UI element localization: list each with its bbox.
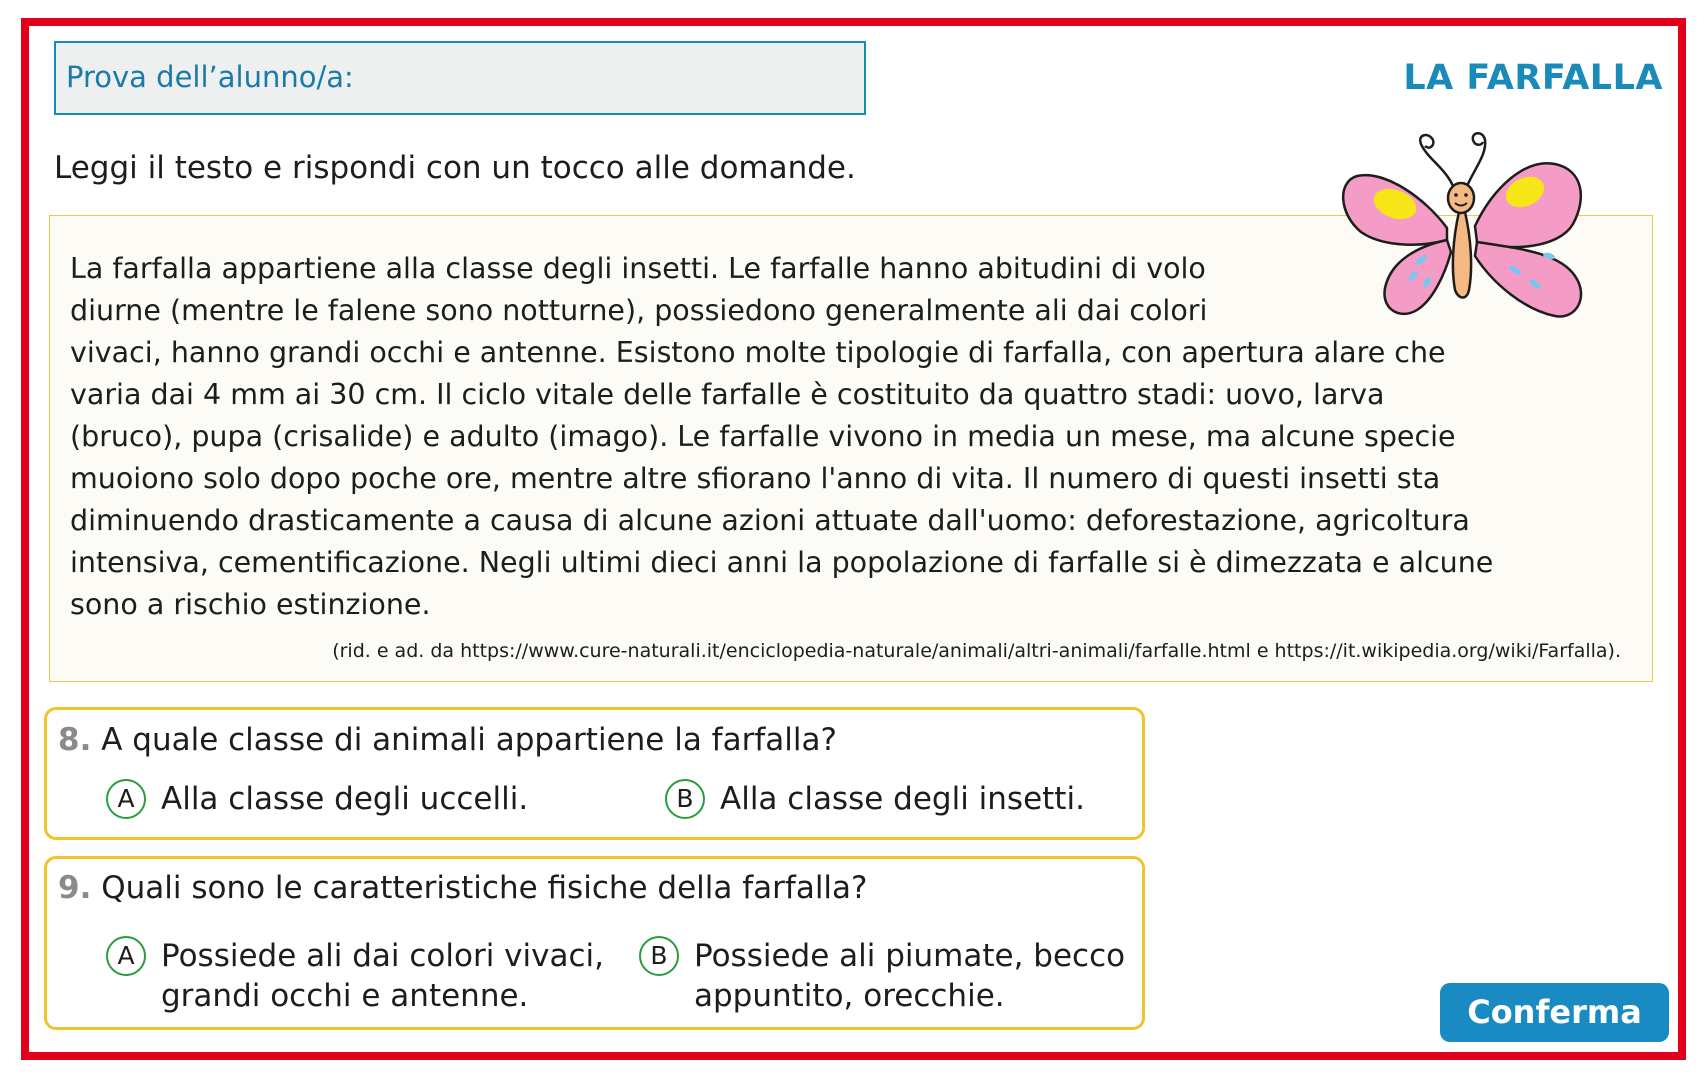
question-8 [58,722,837,758]
reading-passage [70,248,1493,626]
answer-8-b-button[interactable]: B [665,779,705,819]
passage-line: (bruco), pupa (crisalide) e adulto (imago). Le farfalle vivono in media un mese, ma alcune specie [70,420,1456,453]
passage-line: La farfalla appartiene alla classe degli insetti. Le farfalle hanno abitudini di volo [70,252,1206,285]
answer-line: grandi occhi e antenne. [161,978,529,1014]
passage-line: muoiono solo dopo poche ore, mentre altre sfiorano l'anno di vita. Il numero di questi insetti sta [70,462,1441,495]
answer-9-b-text[interactable] [694,936,1125,1016]
question-number: 8. [58,722,92,758]
passage-line: sono a rischio estinzione. [70,588,431,621]
answer-line: Possiede ali piumate, becco [694,938,1126,974]
answer-8-b-text[interactable]: Alla classe degli insetti. [720,781,1085,817]
answer-9-a-text[interactable] [161,936,604,1016]
butterfly-icon [1335,128,1595,338]
student-name-label: Prova dell’alunno/a: [66,60,354,94]
passage-line: diminuendo drasticamente a causa di alcune azioni attuate dall'uomo: deforestazione, agricoltura [70,504,1470,537]
passage-line: varia dai 4 mm ai 30 cm. Il ciclo vitale delle farfalle è costituito da quattro stadi: uovo, larva [70,378,1385,411]
question-text: Quali sono le caratteristiche fisiche della farfalla? [101,870,868,906]
instruction-text: Leggi il testo e rispondi con un tocco alle domande. [54,150,856,186]
answer-8-a-text[interactable]: Alla classe degli uccelli. [161,781,529,817]
answer-line: Possiede ali dai colori vivaci, [161,938,604,974]
answer-9-a-button[interactable]: A [106,936,146,976]
answer-line: appuntito, orecchie. [694,978,1005,1014]
passage-line: intensiva, cementificazione. Negli ultimi dieci anni la popolazione di farfalle si è dimezzata e alcune [70,546,1494,579]
question-text: A quale classe di animali appartiene la farfalla? [101,722,837,758]
question-number: 9. [58,870,92,906]
passage-line: diurne (mentre le falene sono notturne), possiedono generalmente ali dai colori [70,294,1208,327]
confirm-button[interactable]: Conferma [1440,983,1669,1042]
passage-line: vivaci, hanno grandi occhi e antenne. Esistono molte tipologie di farfalla, con apertura alare che [70,336,1446,369]
question-9 [58,870,868,906]
passage-source: (rid. e ad. da https://www.cure-naturali.it/enciclopedia-naturale/animali/altri-animali/farfalle.html e https://it.wikipedia.org/wiki/Farfalla). [332,640,1621,662]
answer-8-a-button[interactable]: A [106,779,146,819]
answer-9-b-button[interactable]: B [639,936,679,976]
page-title: LA FARFALLA [1403,58,1663,98]
